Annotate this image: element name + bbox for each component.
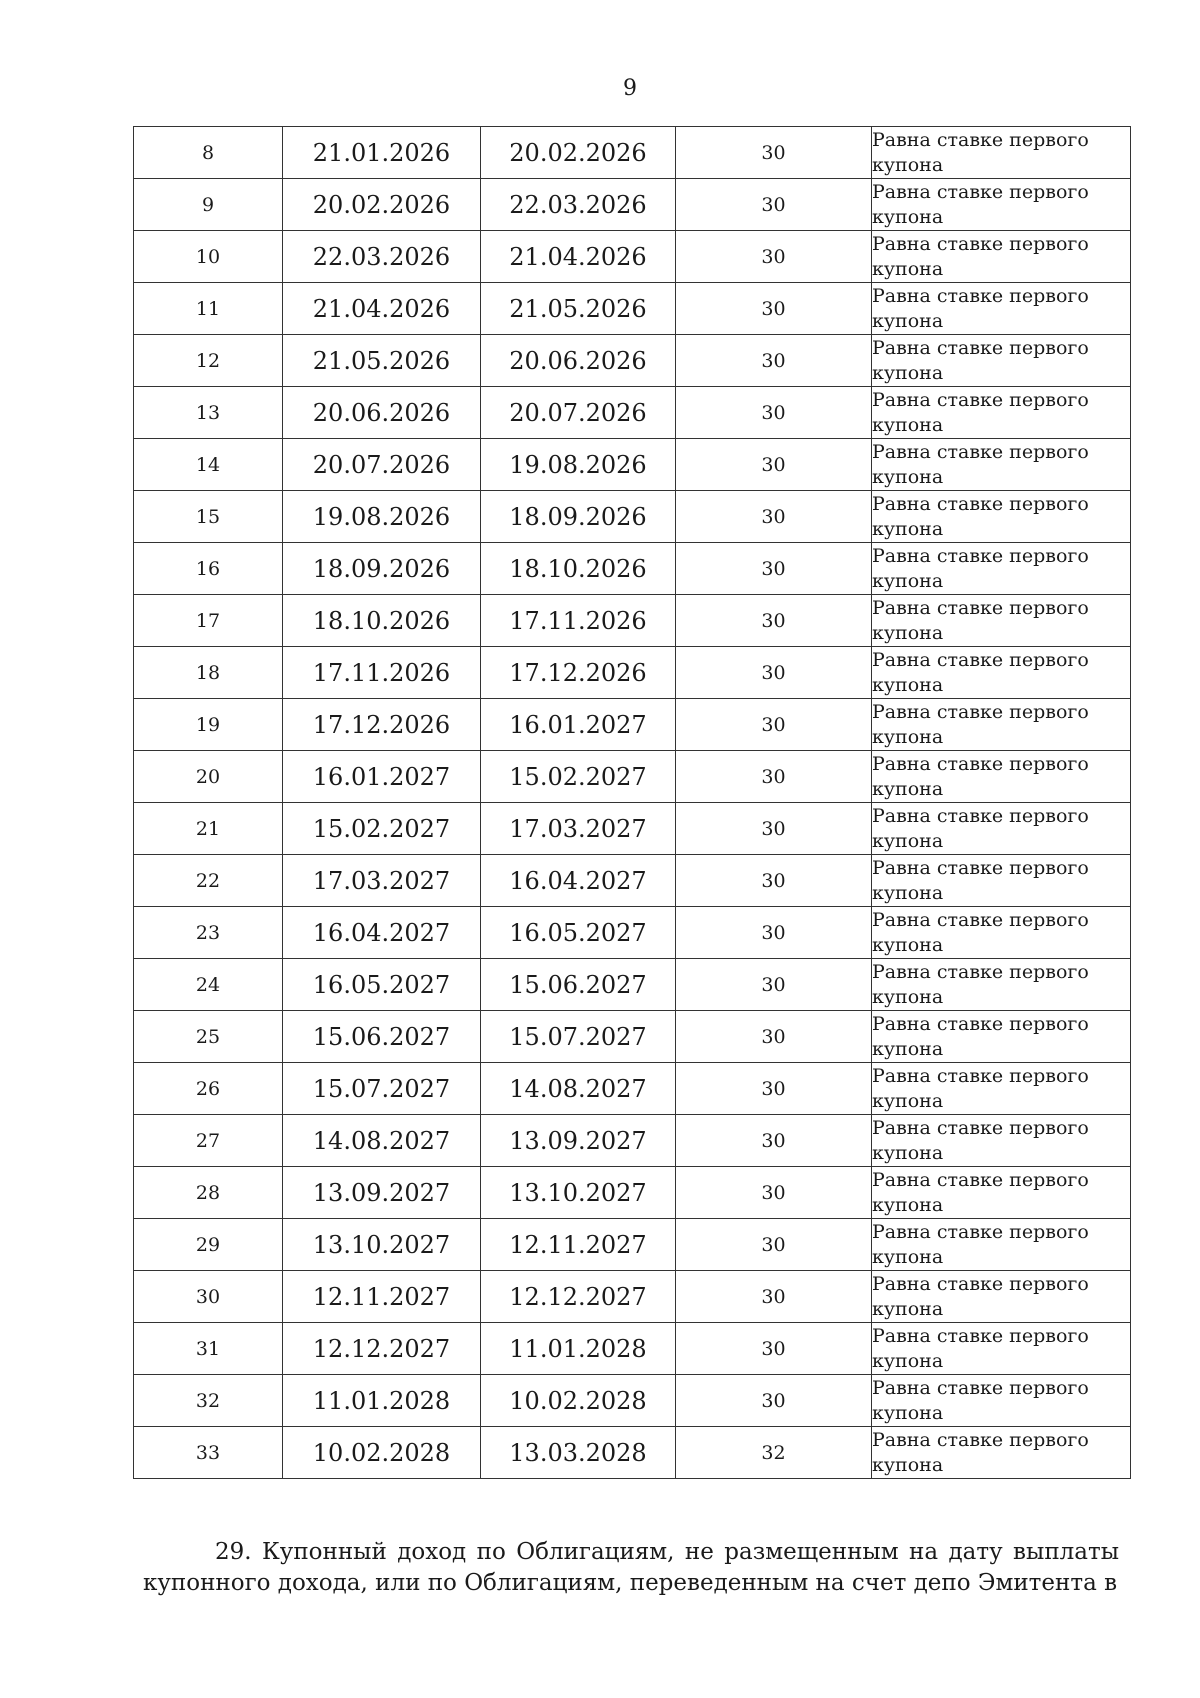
end-date-cell: 12.11.2027 <box>481 1219 676 1271</box>
coupon-rate-cell <box>872 1219 1131 1271</box>
period-days-cell: 30 <box>676 1271 872 1323</box>
start-date-cell: 13.10.2027 <box>283 1219 481 1271</box>
coupon-rate-text: купона <box>872 673 944 696</box>
start-date-cell: 22.03.2026 <box>283 231 481 283</box>
period-days-cell: 30 <box>676 1219 872 1271</box>
period-days-cell: 30 <box>676 1011 872 1063</box>
coupon-rate-text: Равна ставке первого <box>872 1376 1089 1399</box>
start-date-cell: 20.06.2026 <box>283 387 481 439</box>
coupon-number-cell: 27 <box>134 1115 283 1167</box>
start-date-cell: 17.03.2027 <box>283 855 481 907</box>
coupon-rate-text: купона <box>872 257 944 280</box>
end-date-cell: 16.05.2027 <box>481 907 676 959</box>
coupon-rate-text: купона <box>872 153 944 176</box>
coupon-rate-cell <box>872 647 1131 699</box>
start-date-cell: 17.12.2026 <box>283 699 481 751</box>
coupon-number-cell: 20 <box>134 751 283 803</box>
table-row <box>134 1115 1131 1167</box>
coupon-rate-text: Равна ставке первого <box>872 1324 1089 1347</box>
start-date-cell: 12.11.2027 <box>283 1271 481 1323</box>
coupon-rate-cell <box>872 1063 1131 1115</box>
table-row <box>134 127 1131 179</box>
end-date-cell: 21.05.2026 <box>481 283 676 335</box>
end-date-cell: 15.07.2027 <box>481 1011 676 1063</box>
coupon-rate-text: Равна ставке первого <box>872 804 1089 827</box>
coupon-rate-text: купона <box>872 1297 944 1320</box>
coupon-number-cell: 19 <box>134 699 283 751</box>
coupon-rate-text: купона <box>872 829 944 852</box>
end-date-cell: 20.02.2026 <box>481 127 676 179</box>
coupon-number-cell: 30 <box>134 1271 283 1323</box>
coupon-rate-text: Равна ставке первого <box>872 1168 1089 1191</box>
coupon-number-cell: 28 <box>134 1167 283 1219</box>
coupon-rate-text: Равна ставке первого <box>872 856 1089 879</box>
end-date-cell: 17.12.2026 <box>481 647 676 699</box>
table-row <box>134 1375 1131 1427</box>
period-days-cell: 30 <box>676 387 872 439</box>
period-days-cell: 32 <box>676 1427 872 1479</box>
end-date-cell: 21.04.2026 <box>481 231 676 283</box>
coupon-number-cell: 21 <box>134 803 283 855</box>
coupon-rate-cell <box>872 439 1131 491</box>
coupon-rate-cell <box>872 1323 1131 1375</box>
period-days-cell: 30 <box>676 1323 872 1375</box>
period-days-cell: 30 <box>676 283 872 335</box>
table-row <box>134 387 1131 439</box>
period-days-cell: 30 <box>676 855 872 907</box>
period-days-cell: 30 <box>676 179 872 231</box>
coupon-number-cell: 18 <box>134 647 283 699</box>
period-days-cell: 30 <box>676 1115 872 1167</box>
coupon-rate-text: купона <box>872 985 944 1008</box>
coupon-rate-text: Равна ставке первого <box>872 232 1089 255</box>
coupon-rate-cell <box>872 855 1131 907</box>
coupon-number-cell: 22 <box>134 855 283 907</box>
coupon-number-cell: 12 <box>134 335 283 387</box>
period-days-cell: 30 <box>676 1063 872 1115</box>
coupon-rate-text: купона <box>872 309 944 332</box>
coupon-rate-text: купона <box>872 1453 944 1476</box>
end-date-cell: 16.04.2027 <box>481 855 676 907</box>
coupon-rate-text: Равна ставке первого <box>872 1272 1089 1295</box>
coupon-rate-cell <box>872 543 1131 595</box>
coupon-rate-text: Равна ставке первого <box>872 1116 1089 1139</box>
end-date-cell: 14.08.2027 <box>481 1063 676 1115</box>
table-row <box>134 907 1131 959</box>
end-date-cell: 10.02.2028 <box>481 1375 676 1427</box>
start-date-cell: 20.02.2026 <box>283 179 481 231</box>
coupon-rate-cell <box>872 1167 1131 1219</box>
coupon-rate-cell <box>872 1427 1131 1479</box>
coupon-number-cell: 11 <box>134 283 283 335</box>
period-days-cell: 30 <box>676 1167 872 1219</box>
coupon-number-cell: 17 <box>134 595 283 647</box>
table-row <box>134 803 1131 855</box>
table-row <box>134 751 1131 803</box>
table-row <box>134 179 1131 231</box>
coupon-rate-text: Равна ставке первого <box>872 492 1089 515</box>
coupon-rate-cell <box>872 491 1131 543</box>
table-row <box>134 1219 1131 1271</box>
coupon-rate-text: купона <box>872 1245 944 1268</box>
coupon-schedule-table <box>133 126 1131 1479</box>
coupon-number-cell: 9 <box>134 179 283 231</box>
end-date-cell: 13.09.2027 <box>481 1115 676 1167</box>
table-row <box>134 647 1131 699</box>
coupon-number-cell: 10 <box>134 231 283 283</box>
table-row <box>134 1011 1131 1063</box>
coupon-rate-cell <box>872 335 1131 387</box>
period-days-cell: 30 <box>676 335 872 387</box>
coupon-rate-text: Равна ставке первого <box>872 544 1089 567</box>
coupon-rate-text: Равна ставке первого <box>872 336 1089 359</box>
start-date-cell: 20.07.2026 <box>283 439 481 491</box>
coupon-rate-text: купона <box>872 933 944 956</box>
period-days-cell: 30 <box>676 595 872 647</box>
end-date-cell: 22.03.2026 <box>481 179 676 231</box>
period-days-cell: 30 <box>676 231 872 283</box>
end-date-cell: 15.06.2027 <box>481 959 676 1011</box>
period-days-cell: 30 <box>676 439 872 491</box>
start-date-cell: 15.06.2027 <box>283 1011 481 1063</box>
start-date-cell: 21.05.2026 <box>283 335 481 387</box>
end-date-cell: 20.07.2026 <box>481 387 676 439</box>
table-row <box>134 855 1131 907</box>
coupon-number-cell: 13 <box>134 387 283 439</box>
period-days-cell: 30 <box>676 491 872 543</box>
coupon-rate-cell <box>872 1115 1131 1167</box>
coupon-rate-text: Равна ставке первого <box>872 440 1089 463</box>
table-row <box>134 439 1131 491</box>
table-row <box>134 283 1131 335</box>
coupon-rate-text: Равна ставке первого <box>872 1428 1089 1451</box>
end-date-cell: 19.08.2026 <box>481 439 676 491</box>
coupon-rate-cell <box>872 699 1131 751</box>
coupon-rate-text: Равна ставке первого <box>872 908 1089 931</box>
coupon-rate-text: купона <box>872 1037 944 1060</box>
end-date-cell: 16.01.2027 <box>481 699 676 751</box>
coupon-rate-cell <box>872 595 1131 647</box>
coupon-rate-cell <box>872 1271 1131 1323</box>
period-days-cell: 30 <box>676 959 872 1011</box>
table-row <box>134 699 1131 751</box>
period-days-cell: 30 <box>676 699 872 751</box>
coupon-rate-text: купона <box>872 1349 944 1372</box>
end-date-cell: 15.02.2027 <box>481 751 676 803</box>
end-date-cell: 18.10.2026 <box>481 543 676 595</box>
table-row <box>134 1427 1131 1479</box>
coupon-rate-cell <box>872 179 1131 231</box>
start-date-cell: 16.05.2027 <box>283 959 481 1011</box>
coupon-number-cell: 8 <box>134 127 283 179</box>
coupon-rate-cell <box>872 803 1131 855</box>
coupon-rate-cell <box>872 387 1131 439</box>
coupon-rate-text: Равна ставке первого <box>872 648 1089 671</box>
coupon-number-cell: 16 <box>134 543 283 595</box>
table-row <box>134 491 1131 543</box>
coupon-rate-cell <box>872 231 1131 283</box>
coupon-number-cell: 32 <box>134 1375 283 1427</box>
coupon-rate-cell <box>872 283 1131 335</box>
coupon-number-cell: 26 <box>134 1063 283 1115</box>
table-row <box>134 543 1131 595</box>
coupon-number-cell: 23 <box>134 907 283 959</box>
start-date-cell: 16.01.2027 <box>283 751 481 803</box>
coupon-number-cell: 24 <box>134 959 283 1011</box>
end-date-cell: 13.10.2027 <box>481 1167 676 1219</box>
coupon-rate-text: купона <box>872 361 944 384</box>
period-days-cell: 30 <box>676 543 872 595</box>
start-date-cell: 15.07.2027 <box>283 1063 481 1115</box>
period-days-cell: 30 <box>676 907 872 959</box>
start-date-cell: 17.11.2026 <box>283 647 481 699</box>
period-days-cell: 30 <box>676 127 872 179</box>
table-row <box>134 231 1131 283</box>
start-date-cell: 21.01.2026 <box>283 127 481 179</box>
coupon-rate-text: Равна ставке первого <box>872 388 1089 411</box>
coupon-rate-cell <box>872 751 1131 803</box>
table-row <box>134 1323 1131 1375</box>
coupon-rate-text: Равна ставке первого <box>872 128 1089 151</box>
end-date-cell: 13.03.2028 <box>481 1427 676 1479</box>
page-number: 9 <box>623 76 637 101</box>
table-row <box>134 335 1131 387</box>
period-days-cell: 30 <box>676 647 872 699</box>
table-row <box>134 1167 1131 1219</box>
coupon-rate-text: купона <box>872 205 944 228</box>
start-date-cell: 15.02.2027 <box>283 803 481 855</box>
coupon-number-cell: 15 <box>134 491 283 543</box>
table-row <box>134 959 1131 1011</box>
end-date-cell: 20.06.2026 <box>481 335 676 387</box>
coupon-rate-text: купона <box>872 1193 944 1216</box>
coupon-rate-cell <box>872 127 1131 179</box>
coupon-number-cell: 25 <box>134 1011 283 1063</box>
coupon-rate-text: купона <box>872 881 944 904</box>
table-row <box>134 1271 1131 1323</box>
end-date-cell: 12.12.2027 <box>481 1271 676 1323</box>
start-date-cell: 13.09.2027 <box>283 1167 481 1219</box>
coupon-rate-text: купона <box>872 1089 944 1112</box>
paragraph-29: 29. Купонный доход по Облигациям, не размещенным на дату выплаты купонного дохода, или по Облигациям, переведенным на счет депо Эмитента в <box>143 1539 1119 1596</box>
end-date-cell: 18.09.2026 <box>481 491 676 543</box>
start-date-cell: 10.02.2028 <box>283 1427 481 1479</box>
coupon-rate-text: купона <box>872 413 944 436</box>
table-row <box>134 1063 1131 1115</box>
coupon-rate-cell <box>872 907 1131 959</box>
period-days-cell: 30 <box>676 803 872 855</box>
start-date-cell: 14.08.2027 <box>283 1115 481 1167</box>
coupon-rate-text: купона <box>872 1401 944 1424</box>
coupon-number-cell: 14 <box>134 439 283 491</box>
end-date-cell: 11.01.2028 <box>481 1323 676 1375</box>
coupon-rate-cell <box>872 1375 1131 1427</box>
end-date-cell: 17.03.2027 <box>481 803 676 855</box>
coupon-rate-cell <box>872 959 1131 1011</box>
coupon-rate-text: купона <box>872 621 944 644</box>
start-date-cell: 18.10.2026 <box>283 595 481 647</box>
coupon-rate-text: Равна ставке первого <box>872 1220 1089 1243</box>
start-date-cell: 18.09.2026 <box>283 543 481 595</box>
coupon-rate-text: Равна ставке первого <box>872 960 1089 983</box>
start-date-cell: 21.04.2026 <box>283 283 481 335</box>
coupon-rate-text: купона <box>872 725 944 748</box>
period-days-cell: 30 <box>676 751 872 803</box>
coupon-rate-text: купона <box>872 569 944 592</box>
coupon-rate-text: купона <box>872 777 944 800</box>
coupon-rate-text: купона <box>872 517 944 540</box>
coupon-rate-text: Равна ставке первого <box>872 700 1089 723</box>
coupon-rate-text: Равна ставке первого <box>872 1064 1089 1087</box>
period-days-cell: 30 <box>676 1375 872 1427</box>
coupon-rate-cell <box>872 1011 1131 1063</box>
start-date-cell: 16.04.2027 <box>283 907 481 959</box>
coupon-rate-text: Равна ставке первого <box>872 596 1089 619</box>
coupon-rate-text: купона <box>872 465 944 488</box>
coupon-rate-text: Равна ставке первого <box>872 752 1089 775</box>
coupon-table-body <box>134 127 1131 1479</box>
coupon-rate-text: купона <box>872 1141 944 1164</box>
table-row <box>134 595 1131 647</box>
start-date-cell: 12.12.2027 <box>283 1323 481 1375</box>
coupon-rate-text: Равна ставке первого <box>872 284 1089 307</box>
start-date-cell: 11.01.2028 <box>283 1375 481 1427</box>
coupon-number-cell: 31 <box>134 1323 283 1375</box>
start-date-cell: 19.08.2026 <box>283 491 481 543</box>
end-date-cell: 17.11.2026 <box>481 595 676 647</box>
coupon-rate-text: Равна ставке первого <box>872 180 1089 203</box>
coupon-number-cell: 33 <box>134 1427 283 1479</box>
coupon-rate-text: Равна ставке первого <box>872 1012 1089 1035</box>
coupon-number-cell: 29 <box>134 1219 283 1271</box>
